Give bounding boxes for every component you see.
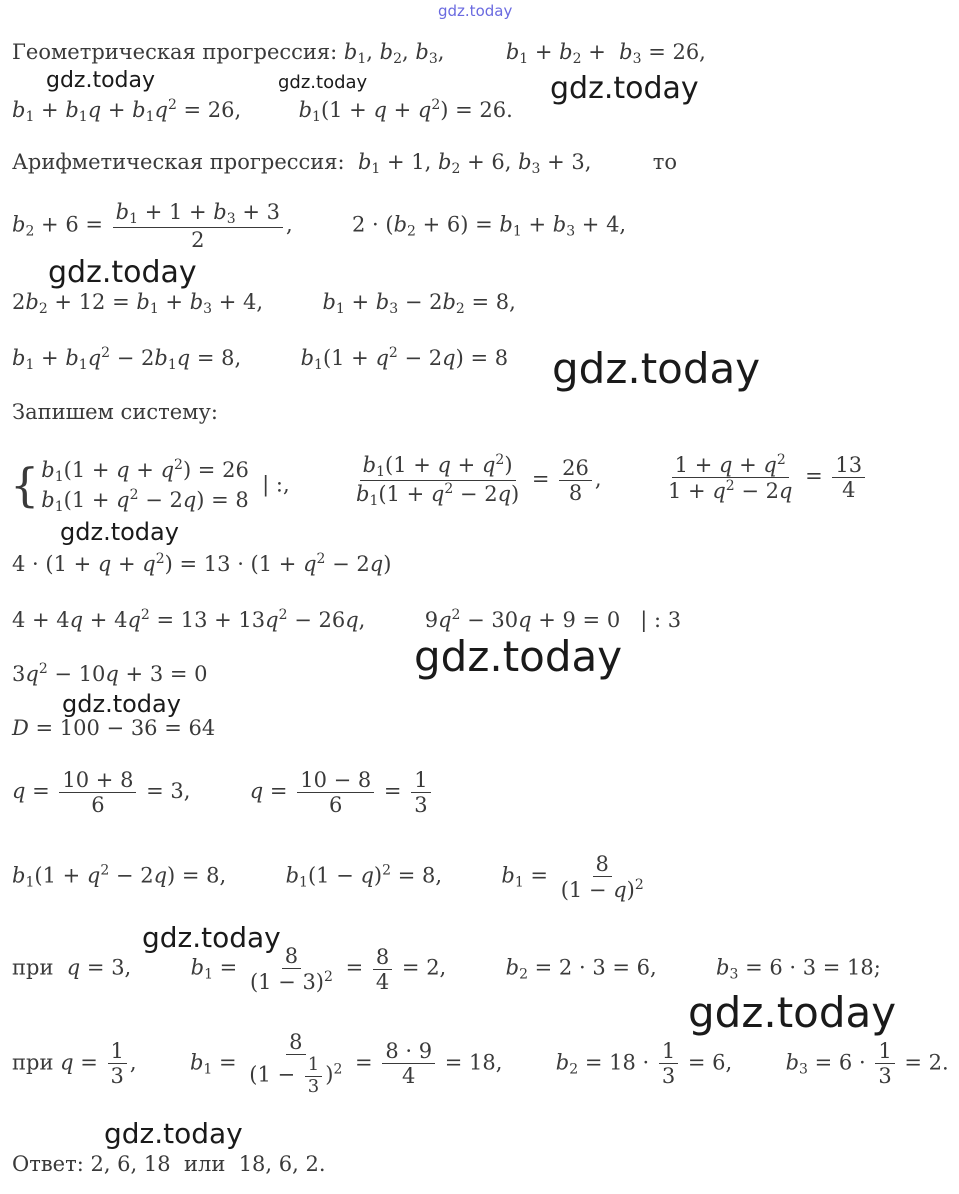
answer-a: 2, 6, 18 [90,1152,171,1176]
watermark: gdz.today [278,72,368,93]
label-arithmetic: Арифметическая прогрессия: [12,150,345,174]
line-arithmetic-progression: Арифметическая прогрессия: $b_1 + 1$, $b_2 + 6$, $b_3 + 3$, то [12,150,678,177]
line-system-label [12,402,218,423]
line-case-q-third: при q = $\frac{1}{3}$ , $b_1$ = 8 (1 − $\frac{1}{3}$ )$^2$ = $\frac{8 \cdot 9}{4}$ = 18, $b_2 = 18$ · $\frac{1}{3}$ = 6, $b_3 = 6$ · $\frac{1}{3}$ = 2. [12,1030,949,1097]
equation-system: { $b_1(1 + q + q^2) = 26$ $b_1(1 + q^2 - 2q) = 8$ | :, [10,457,290,516]
label-geometric: Геометрическая прогрессия: [12,40,338,64]
line-b1-formula: $b_1(1 + q^2 - 2q) = 8$, $b_1(1 - q)^2 = 8$, $b_1$ = $\frac{8}{(1 - q)^2}$ [12,852,644,903]
word-to: то [652,150,678,174]
system-simplified: $\frac{1 + q + q^2}{1 + q^2 - 2q}$ = $\frac{13}{4}$ [662,452,868,503]
word-pri: при [12,1050,54,1075]
line-roots: q = $\frac{10 + 8}{6}$ = 3, q = $\frac{10 - 8}{6}$ = $\frac{1}{3}$ [12,768,434,817]
watermark: gdz.today [550,71,699,106]
line-answer [12,1154,326,1175]
watermark: gdz.today [60,518,179,546]
line-case-q3: при q = 3, $b_1$ = $\frac{8}{(1 - 3)^2}$ = $\frac{8}{4}$ = 2, $b_2 = 2 \cdot 3 = 6$, $b_3 = 6 \cdot 3 = 18$; [12,944,881,995]
line-geometric-sum: $b_1 + b_1q + b_1q^2 = 26$, $b_1(1 + q + q^2) = 26$. [12,97,513,125]
answer-b: 18, 6, 2. [238,1152,326,1176]
watermark: gdz.today [688,988,897,1037]
watermark: gdz.today [46,68,156,93]
line-5: $2b_2 + 12 = b_1 + b_3 + 4$, $b_1 + b_3 - 2b_2 = 8$, [12,290,516,317]
system-division: $\frac{b_1(1 + q + q^2)}{b_1(1 + q^2 - 2q)}$ = $\frac{26}{8}$ , [356,452,602,510]
watermark: gdz.today [414,632,623,681]
answer-or: или [183,1152,226,1176]
watermark: gdz.today [142,921,281,954]
line-9: $4 \cdot (1 + q + q^2) = 13 \cdot (1 + q^2 - 2q)$ [12,551,392,576]
line-geometric-progression: Геометрическая прогрессия: $b_1$, $b_2$, $b_3$, $b_1 + b_2 + b_3 = 26$, [12,40,706,67]
watermark: gdz.today [104,1117,243,1150]
word-pri: при [12,955,54,980]
watermark: gdz.today [62,690,181,718]
label-system: Запишем систему: [12,400,218,424]
answer-label: Ответ: [12,1152,84,1176]
line-6: $b_1 + b_1q^2 - 2b_1q = 8$, $b_1(1 + q^2 - 2q) = 8$ [12,345,509,373]
line-discriminant: D = 100 − 36 = 64 [12,716,216,740]
watermark: gdz.today [552,344,761,393]
watermark: gdz.today [48,255,197,290]
line-10: $4 + 4q + 4q^2 = 13 + 13q^2 - 26q$, $9q^2 - 30q + 9 = 0$ | : 3 [12,607,682,632]
line-11: $3q^2 - 10q + 3 = 0$ [12,661,208,686]
watermark-top: gdz.today [438,2,513,20]
line-arithmetic-mean: $b_2 + 6$ = $\frac{b_1 + 1 + b_3 + 3}{2}$ , $2 \cdot (b_2 + 6) = b_1 + b_3 + 4$, [12,200,627,253]
